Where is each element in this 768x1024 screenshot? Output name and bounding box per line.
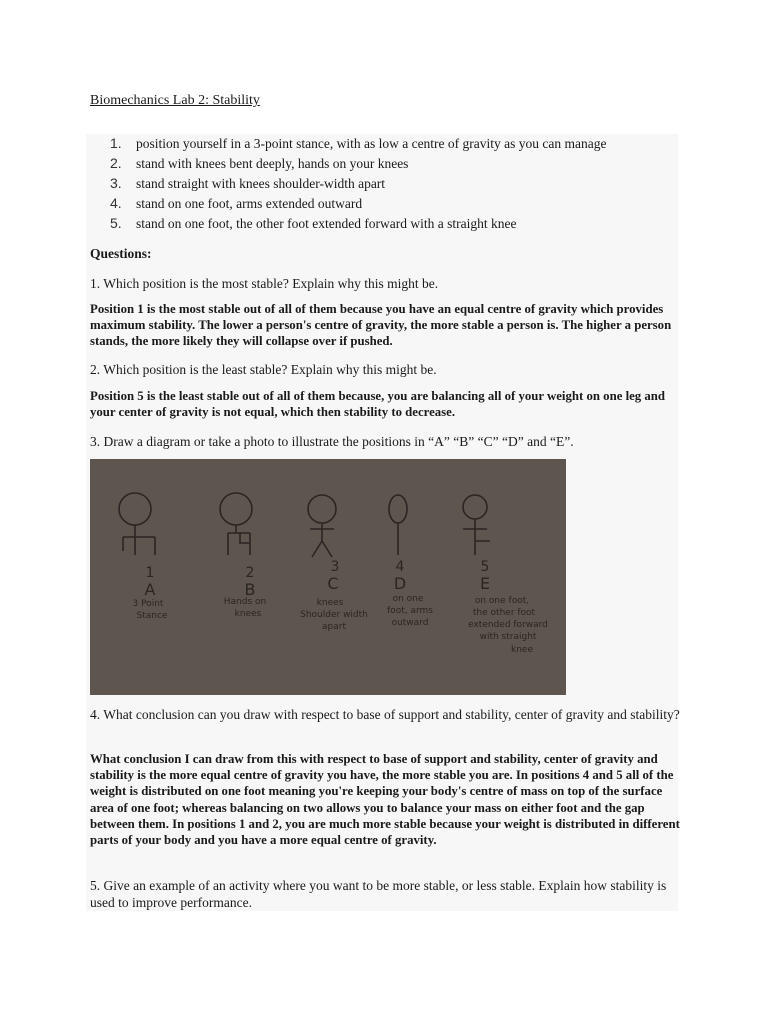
list-text: stand on one foot, the other foot extended forward with a straight knee xyxy=(136,216,517,231)
list-item xyxy=(110,175,607,195)
question-1: 1. Which position is the most stable? Explain why this might be. xyxy=(90,276,439,291)
questions-heading: Questions: xyxy=(90,246,152,261)
question-5: 5. Give an example of an activity where you want to be more stable, or less stable. Explain how stability is used to improve performance. xyxy=(90,878,667,910)
question-2: 2. Which position is the least stable? Explain why this might be. xyxy=(90,362,437,377)
figure-letter: E xyxy=(479,574,491,593)
list-item xyxy=(110,155,607,175)
document-title: Biomechanics Lab 2: Stability xyxy=(90,93,260,108)
list-text: stand straight with knees shoulder-width apart xyxy=(136,176,386,191)
stick-figure-drawing xyxy=(90,459,566,695)
figure-caption: knees xyxy=(316,598,344,608)
stance-drawing-photo xyxy=(90,459,566,695)
figure-caption: the other foot xyxy=(472,608,536,618)
figure-number: 1 xyxy=(145,565,155,581)
figure-caption: outward xyxy=(391,618,429,628)
figure-caption: Stance xyxy=(136,611,168,621)
figure-caption: apart xyxy=(322,622,346,632)
figure-caption: 3 Point xyxy=(132,599,164,609)
figure-letter: D xyxy=(393,574,407,593)
figure-number: 3 xyxy=(330,559,340,575)
answer-2: Position 5 is the least stable out of all of them because, you are balancing all of your weight on one leg and your center of gravity is not equal, which then stability to decrease. xyxy=(90,389,666,420)
positions-list xyxy=(110,135,607,235)
figure-letter: B xyxy=(244,580,256,599)
list-item xyxy=(110,195,607,215)
list-number: 5. xyxy=(110,215,122,231)
figure-letter: C xyxy=(327,574,339,593)
figure-caption: extended forward xyxy=(468,620,548,630)
figure-caption: on one foot, xyxy=(474,596,530,606)
question-4: 4. What conclusion can you draw with respect to base of support and stability, center of gravity and stability? xyxy=(90,707,680,722)
figure-caption: knee xyxy=(511,645,533,655)
figure-caption: Hands on xyxy=(223,597,267,607)
figure-caption: knees xyxy=(234,609,262,619)
figure-number: 2 xyxy=(245,565,255,581)
answer-4: What conclusion I can draw from this with respect to base of support and stability, center of gravity and stability is the more equal centre of gravity you have, the more stable you are. In positions 4 and 5 all of the weight is distributed on one foot meaning you're keeping your body's centre of mass on top of the surface area of one foot; whereas balancing on two allows you to balance your mass on either foot and the gap between them. In positions 1 and 2, you are much more stable because your weight is distributed in different parts of your body and you have a more equal centre of gravity. xyxy=(90,752,680,848)
list-text: stand with knees bent deeply, hands on your knees xyxy=(136,156,409,171)
answer-1: Position 1 is the most stable out of all of them because you have an equal centre of gravity which provides maximum stability. The lower a person's centre of gravity, the more stable a person is. The higher a person stands, the more likely they will collapse over if pushed. xyxy=(90,302,672,349)
figure-number: 4 xyxy=(395,559,405,575)
list-number: 2. xyxy=(110,155,122,171)
figure-number: 5 xyxy=(480,559,490,575)
list-text: position yourself in a 3-point stance, with as low a centre of gravity as you can manage xyxy=(136,136,607,151)
list-number: 3. xyxy=(110,175,122,191)
figure-caption: with straight xyxy=(479,632,537,642)
list-item xyxy=(110,135,607,155)
figure-caption: Shoulder width xyxy=(300,610,368,620)
list-number: 1. xyxy=(110,135,122,151)
list-number: 4. xyxy=(110,195,122,211)
list-item xyxy=(110,215,607,235)
figure-caption: on one xyxy=(392,594,424,604)
figure-caption: foot, arms xyxy=(387,606,433,616)
list-text: stand on one foot, arms extended outward xyxy=(136,196,363,211)
figure-letter: A xyxy=(144,580,156,599)
question-3: 3. Draw a diagram or take a photo to illustrate the positions in “A” “B” “C” “D” and “E”. xyxy=(90,434,574,449)
